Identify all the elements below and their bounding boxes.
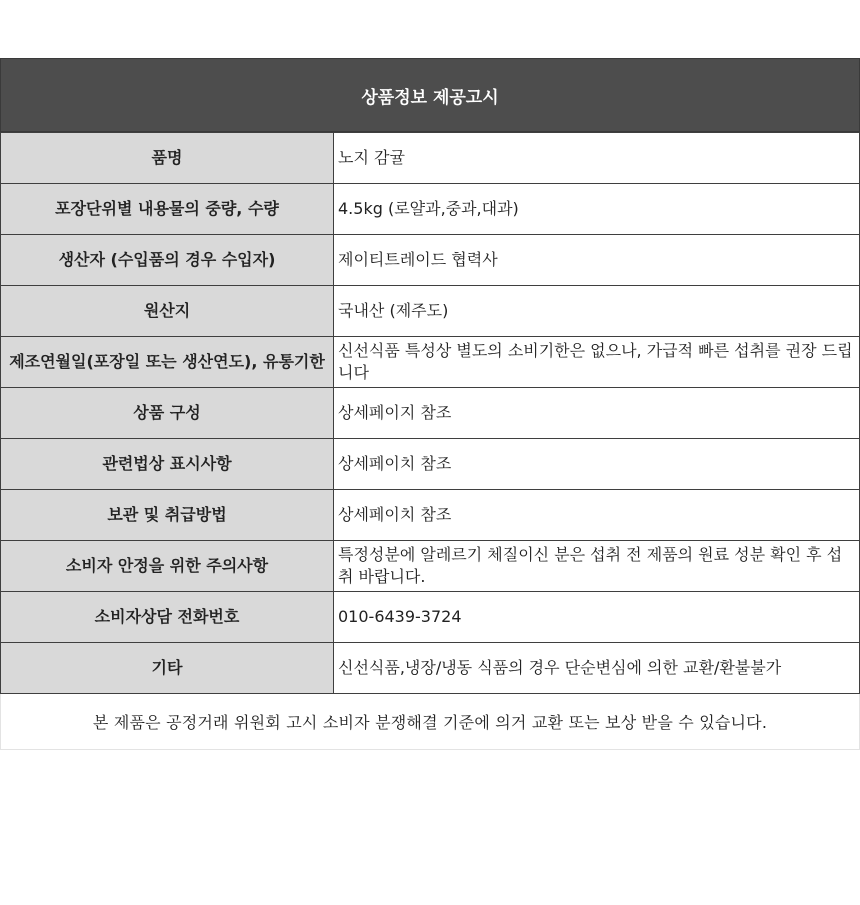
row-label: 관련법상 표시사항 bbox=[1, 439, 334, 490]
table-row bbox=[1, 388, 860, 439]
row-label: 상품 구성 bbox=[1, 388, 334, 439]
row-value: 국내산 (제주도) bbox=[334, 286, 860, 337]
table-row bbox=[1, 184, 860, 235]
row-label: 소비자상담 전화번호 bbox=[1, 592, 334, 643]
row-label: 원산지 bbox=[1, 286, 334, 337]
row-label: 보관 및 취급방법 bbox=[1, 490, 334, 541]
table-row bbox=[1, 337, 860, 388]
exchange-policy-note: 본 제품은 공정거래 위원회 고시 소비자 분쟁해결 기준에 의거 교환 또는 보상 받을 수 있습니다. bbox=[0, 694, 860, 750]
row-label: 포장단위별 내용물의 중량, 수량 bbox=[1, 184, 334, 235]
row-label: 생산자 (수입품의 경우 수입자) bbox=[1, 235, 334, 286]
table-row bbox=[1, 490, 860, 541]
table-row bbox=[1, 592, 860, 643]
table-row bbox=[1, 286, 860, 337]
row-value: 노지 감귤 bbox=[334, 133, 860, 184]
table-row bbox=[1, 643, 860, 694]
notice-title: 상품정보 제공고시 bbox=[0, 58, 860, 132]
table-row bbox=[1, 133, 860, 184]
row-label: 품명 bbox=[1, 133, 334, 184]
row-value: 특정성분에 알레르기 체질이신 분은 섭취 전 제품의 원료 성분 확인 후 섭취 바랍니다. bbox=[334, 541, 860, 592]
product-info-table bbox=[0, 132, 860, 694]
row-value: 상세페이지 참조 bbox=[334, 388, 860, 439]
row-value: 신선식품 특성상 별도의 소비기한은 없으나, 가급적 빠른 섭취를 권장 드립니다 bbox=[334, 337, 860, 388]
table-row bbox=[1, 541, 860, 592]
product-info-notice bbox=[0, 58, 860, 750]
table-row bbox=[1, 235, 860, 286]
row-value: 4.5kg (로얄과,중과,대과) bbox=[334, 184, 860, 235]
row-label: 기타 bbox=[1, 643, 334, 694]
row-value: 신선식품,냉장/냉동 식품의 경우 단순변심에 의한 교환/환불불가 bbox=[334, 643, 860, 694]
row-value: 상세페이치 참조 bbox=[334, 439, 860, 490]
table-row bbox=[1, 439, 860, 490]
row-value: 010-6439-3724 bbox=[334, 592, 860, 643]
row-value: 상세페이치 참조 bbox=[334, 490, 860, 541]
row-label: 소비자 안정을 위한 주의사항 bbox=[1, 541, 334, 592]
row-value: 제이티트레이드 협력사 bbox=[334, 235, 860, 286]
row-label: 제조연월일(포장일 또는 생산연도), 유통기한 bbox=[1, 337, 334, 388]
